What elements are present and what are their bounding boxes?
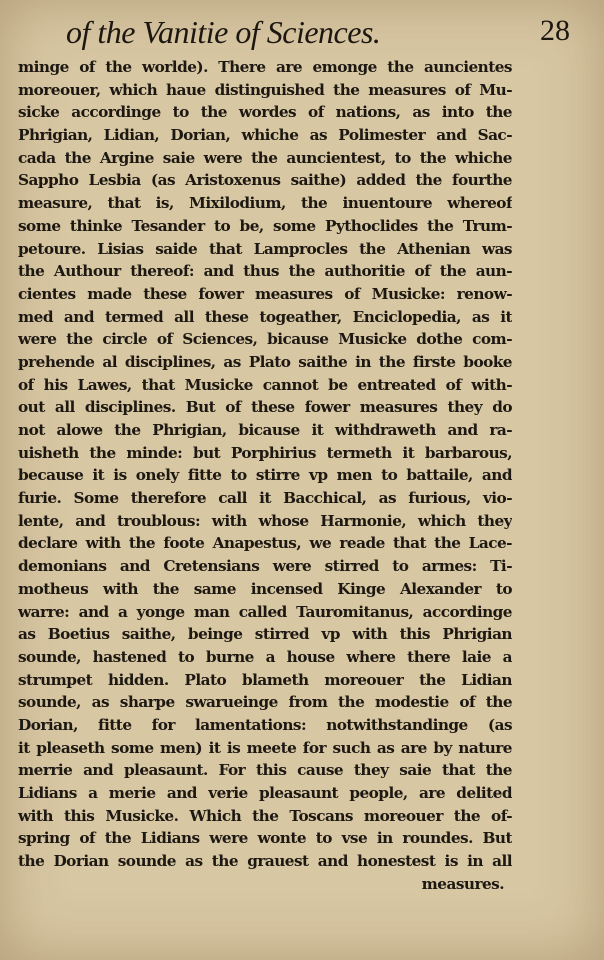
text-line: minge of the worlde). There are emonge the auncientes xyxy=(18,58,512,76)
text-line: demonians and Cretensians were stirred to armes: Ti- xyxy=(18,557,512,576)
text-line: warre: and a yonge man called Tauromitanus, accordinge xyxy=(18,602,512,621)
text-line: some thinke Tesander to be, some Pythoclides the Trum- xyxy=(18,216,512,235)
text-line: Dorian, fitte for lamentations: notwithstandinge (as xyxy=(18,715,512,734)
text-line: cada the Argine saie were the auncientest, to the whiche xyxy=(18,148,512,167)
text-line: of his Lawes, that Musicke cannot be entreated of with- xyxy=(18,375,512,394)
text-line: strumpet hidden. Plato blameth moreouer the Lidian xyxy=(18,670,512,689)
text-line: merrie and pleasaunt. For this cause they saie that the xyxy=(18,761,512,780)
text-line: Sappho Lesbia (as Aristoxenus saithe) added the fourthe xyxy=(18,171,512,190)
text-line: spring of the Lidians were wonte to vse in roundes. But xyxy=(18,829,512,848)
text-line: petoure. Lisias saide that Lamprocles the Athenian was xyxy=(18,239,512,258)
text-line: Phrigian, Lidian, Dorian, whiche as Polimester and Sac- xyxy=(18,126,512,145)
text-line: sicke accordinge to the wordes of nations, as into the xyxy=(18,103,512,122)
text-line: declare with the foote Anapestus, we reade that the Lace- xyxy=(18,534,512,553)
text-line: Lidians a merie and verie pleasaunt people, are delited xyxy=(18,784,512,802)
text-line: not alowe the Phrigian, bicause it withdraweth and ra- xyxy=(18,421,512,439)
text-line: with this Musicke. Which the Toscans moreouer the of- xyxy=(18,806,512,825)
page-number: 28 xyxy=(540,14,570,47)
body-text xyxy=(18,56,512,895)
text-line: because it is onely fitte to stirre vp men to battaile, and xyxy=(18,466,512,485)
text-line: sounde, hastened to burne a house where there laie a xyxy=(18,647,512,666)
text-line: as Boetius saithe, beinge stirred vp with this Phrigian xyxy=(18,625,512,644)
text-line: uisheth the minde: but Porphirius termeth it barbarous, xyxy=(18,443,512,462)
text-line: measures. xyxy=(421,874,504,893)
text-line: cientes made these fower measures of Musicke: renow- xyxy=(18,284,512,303)
text-line: the Authour thereof: and thus the authoritie of the aun- xyxy=(18,262,512,281)
text-line: prehende al disciplines, as Plato saithe in the firste booke xyxy=(18,352,512,371)
text-line: the Dorian sounde as the grauest and honestest is in all xyxy=(18,852,512,871)
text-line: moreouer, which haue distinguished the measures of Mu- xyxy=(18,80,512,99)
text-line: out all disciplines. But of these fower measures they do xyxy=(18,398,512,417)
text-line: it pleaseth some men) it is meete for such as are by nature xyxy=(18,738,512,757)
text-line: sounde, as sharpe swarueinge from the modestie of the xyxy=(18,693,512,712)
text-line: lente, and troublous: with whose Harmonie, which they xyxy=(18,511,512,530)
text-line: med and termed all these togeather, Enciclopedia, as it xyxy=(18,307,512,326)
text-line: measure, that is, Mixilodium, the inuentoure whereof xyxy=(18,194,512,213)
running-title: of the Vanitie of Sciences. xyxy=(66,14,381,50)
text-line: furie. Some therefore call it Bacchical, as furious, vio- xyxy=(18,489,512,508)
text-line: were the circle of Sciences, bicause Musicke dothe com- xyxy=(18,330,512,349)
page-header xyxy=(60,10,570,50)
text-line: motheus with the same incensed Kinge Alexander to xyxy=(18,579,512,598)
